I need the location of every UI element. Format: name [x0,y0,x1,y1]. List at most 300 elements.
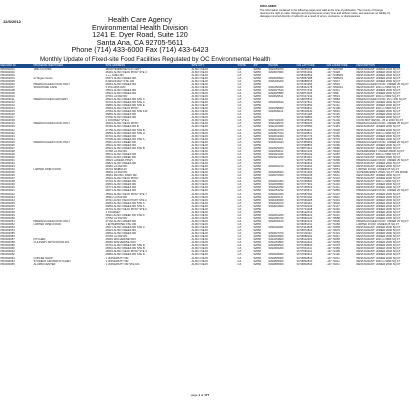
table-cell: -117.71532 [326,101,340,105]
table-cell: -117.70418 [326,128,340,132]
table-cell: 92656 [253,244,261,248]
table-cell: PR0000053 [0,226,15,230]
table-cell: 26401 ALISO VIEJO PKWY STE C [105,70,148,74]
table-cell: RESTAURANT: UNDER 2000 SQ.FT [356,192,401,196]
table-cell: FOOD MKT RETAIL: 25 to 2000 SQ.FT [356,119,404,123]
table-cell: PR0000008 [0,88,15,92]
table-cell: -117.70715 [326,137,340,141]
table-cell: ALISO VIEJO [191,125,208,129]
table-cell: 9493600200 [268,247,284,251]
table-cell: PR0000040 [0,186,15,190]
table-cell: CA [237,210,242,214]
table-cell: -117.72420 [326,207,340,211]
table-cell: RESTAURANT: UNDER 2000 SQ.FT [356,146,401,150]
table-cell: 92656 [253,232,261,236]
table-cell: ALISO VIEJO [191,259,208,263]
table-cell: 4B ENTERPRISE FLR 1 ENT [105,67,141,71]
table-cell: 33.56802810 [296,256,313,260]
table-cell: RESTAURANT: UNDER 2000 SQ.FT [356,125,401,129]
table-cell: 33.56125510 [296,119,313,123]
table-cell: PR0000015 [0,110,15,114]
table-cell: 92656 [253,79,261,83]
table-cell: 33.57194401 [296,165,313,169]
table-cell: PR0000007 [0,85,15,89]
table-cell: -117.70601 [326,110,340,114]
table-cell: 27091 LA PAZ RD [105,235,128,239]
table-cell: ALISO VIEJO [191,174,208,178]
table-cell: 92656 [253,122,261,126]
table-cell: 9493629310 [268,201,284,205]
table-cell: ALISO VIEJO [191,149,208,153]
table-cell: PR0000050 [0,216,15,220]
table-cell: CA [237,131,242,135]
table-cell: -117.72504 [326,82,340,86]
table-cell: CA [237,88,242,92]
table-cell: 9496076300 [268,174,284,178]
table-cell: 26501 ALISO CREEK RD STE B [105,247,145,251]
table-cell: PR0000005 [0,79,15,83]
table-cell: ALISO VIEJO [191,70,208,74]
table-cell: 9494258900 [268,107,284,111]
table-cell: -117.71331 [326,232,340,236]
table-cell: 92656 [253,219,261,223]
table-cell: 33.57331900 [296,171,313,175]
table-cell: 33.57092813 [296,162,313,166]
table-cell: ALISO VIEJO [191,232,208,236]
table-cell: CA [237,213,242,217]
table-cell: -117.72311 [326,88,340,92]
table-cell: ALISO VIEJO [191,216,208,220]
table-cell: 26541 ALISO CREEK RD [105,143,137,147]
table-cell: RESTAURANT: UNDER 2000 SQ.FT [356,143,401,147]
table-cell: CA [237,204,242,208]
table-cell: PR0000026 [0,143,15,147]
table-cell: SUPERMARKET: UNDER 25000 SQ.FT [356,149,405,153]
table-cell: -117.70911 [326,195,340,199]
table-cell: RESTAURANT: UNDER 2000 SQ.FT [356,241,401,245]
table-cell: RESTAURANT: UNDER 2000 SQ.FT [356,210,401,214]
table-cell: 26611 ALISO CREEK RD [105,140,136,144]
table-cell: -117.72402 [326,140,340,144]
table-cell: 33.57557002 [296,192,313,196]
table-cell: 1BIG FLOORS [33,67,52,71]
table-cell: CA [237,259,242,263]
table-cell: CA [237,177,242,181]
table-cell: -117.72109 [326,122,340,126]
table-cell: 92656 [253,180,261,184]
table-cell: 26921 ALISO CREEK RD [105,91,137,95]
table-cell: 92656 [253,226,261,230]
table-cell: RESTAURANT: 2001 to 5999 SQ.FT [356,131,401,135]
table-cell: 33.57077301 [296,183,313,187]
table-cell: 92656 [253,116,261,120]
table-cell: CULINARY ARTS ROOM 401 [33,241,70,245]
table-cell: 92656 [253,192,261,196]
table-cell: PREPACKAGED FOOD: UNDER 25 SQ.FT [356,159,409,162]
table-cell: 26881 ALISO CREEK RD [105,113,137,117]
table-cell: 92656 [253,222,261,226]
table-cell: 26701 ALISO CREEK RD STE D [105,244,145,248]
table-cell: CA [237,256,242,260]
disclaimer-text: The information contained in the following pages was valid at the time of publication. The County of Orange reserves the right to make changes and improvements at any time and without notice, and assumes no liability for damages incurred directly or indirectly as a result of errors, omissions, or discrepancies. [260,8,391,18]
table-cell: ALISO VIEJO [191,262,208,266]
table-cell: 92656 [253,207,261,211]
table-cell: RESTAURANT: UNDER 2000 SQ.FT [356,134,401,138]
table-cell: 33.56802810 [296,262,313,266]
table-cell: ALISO VIEJO [191,186,208,190]
table-cell: RESTAURANT: UNDER 2000 SQ.FT [356,76,401,80]
table-cell: PR0000028 [0,149,15,153]
table-cell: CA [237,226,242,230]
column-header: PHONE [268,64,296,68]
table-cell: -117.72651 [326,168,340,172]
table-cell: 33.57560811 [296,107,312,111]
table-cell: PR0000014 [0,107,15,111]
table-cell: -117.71682 [326,134,340,138]
table-cell: 33.57601411 [296,247,312,251]
table-cell: RESTAURANT: UNDER 2000 SQ.FT [356,253,401,257]
table-cell: 26741 ALISO CREEK RD STE C [105,101,145,105]
table-cell: -117.72110 [326,177,340,181]
table-cell: PR0000020 [0,125,15,129]
table-cell: CA [237,146,242,150]
table-cell: CA [237,67,242,71]
table-cell: -117.71202 [326,119,340,123]
table-cell: -117.70531 [326,95,340,99]
table-cell: PR0000048 [0,210,15,214]
table-cell: 9493627540 [268,88,284,92]
table-cell: 1 JOURNEY [105,210,121,214]
table-cell: 33.57559901 [296,177,313,181]
table-cell: 9493627444 [268,131,284,135]
table-cell: 26921 ALISO CREEK RD STE B [105,146,145,150]
table-cell: 33.57484110 [296,155,312,159]
table-cell: ALISO VIEJO [191,247,208,251]
table-cell: PR0000023 [0,134,15,138]
table-cell: PR0000002 [0,70,15,74]
table-cell: -117.71899 [326,159,340,162]
table-cell: 9496430200 [268,79,284,83]
table-cell: -117.7107018 [326,67,343,71]
table-cell: ALISO VIEJO [191,91,208,95]
table-cell: -117.73211 [326,259,340,263]
table-cell: CA [237,262,242,266]
table-cell: -117.70950 [326,171,340,175]
table-cell: 92656 [253,165,261,169]
table-cell: PR0000046 [0,204,15,208]
report-date: 12/3/2012 [3,19,21,24]
table-cell: 9497140180 [268,119,284,123]
table-cell: 33.57301774 [296,134,313,138]
table-cell: PREPACKAGED FOOD: UNDER 25 SQ.FT [356,140,409,144]
table-cell: PR0000034 [0,168,15,172]
table-cell: 27102 ALISO CREEK RD [105,219,137,223]
table-cell: PREPACKAGED FOOD ONLY [33,82,71,86]
table-cell: CA [237,186,242,190]
phone-fax: Phone (714) 433-6000 Fax (714) 433-6423 [71,45,209,54]
table-cell: ALISO VIEJO [191,140,208,144]
table-cell: RESTAURANT: 2001 to 5999 SQ.FT [356,152,401,156]
table-cell: ALISO VIEJO [191,219,208,223]
table-cell: 33.57577444 [296,88,313,92]
table-cell: ALISO VIEJO [191,122,208,126]
table-cell: 92656 [253,152,261,156]
table-cell: -117.73211 [326,256,340,260]
table-cell: LIMITED FOOD: UNDER 25 SQ.FT [356,222,400,226]
table-cell: -117.70752 [326,116,340,120]
table-cell: CA [237,122,242,126]
table-cell: CA [237,244,242,248]
table-cell: 9493609110 [268,110,284,114]
table-cell: -117.71137 [326,204,340,208]
table-cell: CA [237,241,242,245]
table-cell: CA [237,73,242,77]
table-cell: -117.70411 [326,235,340,239]
page-footer [0,393,400,397]
table-cell: 27000 ALISO CREEK RD [105,116,137,120]
table-cell: 26681 WOLVERINE WAY [105,238,137,242]
column-header: GIS LATITUDE [296,64,326,68]
table-cell: ALISO VIEJO [191,204,208,208]
table-cell: RESTAURANT: UNDER 2000 SQ.FT [356,244,401,248]
table-cell: PREPACKAGED FOOD: 25 to 300 SQ.FT [356,98,407,102]
table-cell: 92656 [253,140,261,144]
table-cell: 26661 ALISO CREEK RD [105,82,137,86]
table-cell: 26531 ALISO CREEK RD [105,88,137,92]
table-cell: 9493620210 [268,165,284,169]
table-cell: -117.71948 [326,70,340,74]
table-cell: ALISO VIEJO [191,207,208,211]
column-header: PROGRAM IDENTIFIER [33,64,105,68]
table-cell: -117.71011 [326,213,340,217]
table-cell: ALISO VIEJO [191,137,208,141]
table-cell: 92656 [253,137,261,141]
table-cell: -117.71139 [326,113,340,117]
facilities-table [0,64,409,266]
table-cell: ALISO VIEJO [191,88,208,92]
table-cell: 9493601000 [268,192,284,196]
table-cell: 33.58102201 [296,241,313,245]
table-cell: PREPACKAGED FOOD ONLY [33,122,71,126]
table-cell: 92656 [253,210,261,214]
table-cell: 92656 [253,82,261,86]
table-cell: 26681 WOLVERINE WAY [105,241,137,245]
table-cell: 33.57558420 [296,122,313,126]
table-cell: ALISO VIEJO [191,119,208,123]
column-header: SITE ADDRESS [105,64,191,68]
table-cell: RESTAURANT: UNDER 2000 SQ.FT [356,91,401,95]
table-cell: 92656 [253,189,261,193]
table-cell: PR0000032 [0,162,15,166]
table-cell: 33.57030911 [296,253,312,257]
table-cell: PR0000004 [0,76,15,80]
table-cell: 33.57344508 [296,226,313,230]
table-cell: 33.56728802 [296,116,313,120]
table-cell: ALISO VIEJO [191,241,208,245]
table-cell: ALUMNI CENTER [33,262,56,266]
table-cell: PR0000047 [0,207,15,211]
table-cell: -117.71680 [326,180,340,184]
table-cell: CA [237,101,242,105]
table-cell: 92656 [253,241,261,245]
table-cell: 9493601300 [268,180,284,184]
table-cell: 26911 ALISO CREEK RD STE D [105,213,145,217]
table-cell: PR0000054 [0,229,15,233]
table-cell: RESTAURANT: UNDER 2000 SQ.FT [356,186,401,190]
table-cell: 92656 [253,101,261,105]
table-cell: RESTAURANT: UNDER 2000 SQ.FT [356,204,401,208]
table-cell: 9496432001 [268,226,284,230]
table-cell: RESTAURANT: UNDER 2000 SQ.FT [356,67,401,71]
table-cell: -117.70979 [326,229,340,233]
table-cell: 3 POLARIS WAY [105,85,126,89]
table-cell: 33.56122010 [296,210,313,214]
table-cell: ALISO VIEJO [191,192,208,196]
table-cell: PR0000062 [0,253,15,257]
table-cell: -117.72106 [326,250,340,254]
table-cell: 92656 [253,247,261,251]
table-cell: CA [237,168,242,172]
table-cell: ALISO VIEJO [191,146,208,150]
table-cell: 9493632020 [268,140,284,144]
table-cell: CA [237,229,242,233]
table-cell: ALISO VIEJO [191,229,208,233]
table-cell: 92656 [253,95,261,99]
table-cell: PR0000006 [0,82,15,86]
table-cell: PR0000049 [0,213,15,217]
division-name: Environmental Health Division [92,22,188,32]
table-cell: CA [237,152,242,156]
table-cell: ALISO VIEJO [191,107,208,111]
table-cell: ALISO VIEJO [191,128,208,132]
table-cell: 92656 [253,155,261,159]
table-cell: CA [237,137,242,141]
table-cell: 33.57485902 [296,140,313,144]
table-cell: RESTAURANT: UNDER 2000 SQ.FT [356,201,401,205]
table-cell: -117.72050 [326,238,340,242]
table-cell: 26881 ALISO CREEK RD STE A [105,204,145,208]
table-cell: 9494456300 [268,85,284,89]
table-cell: CA [237,91,242,95]
table-cell: ALISO VIEJO [191,159,208,162]
table-cell: PR0000065 [0,262,15,266]
column-header: SITE CITY [191,64,237,68]
table-cell: 33.57111910 [296,232,312,236]
table-cell: 26701 ALISO CREEK RD [105,134,137,138]
table-cell: 9494805000 [268,262,284,266]
table-cell: 92656 [253,229,261,233]
table-cell: ALISO VIEJO [191,226,208,230]
table-cell: ALISO VIEJO [191,235,208,239]
table-cell: 92656 [253,146,261,150]
table-cell: CA [237,143,242,147]
street-address: 1241 E. Dyer Road, Suite 120 [92,30,188,39]
table-cell: 92656 [253,143,261,147]
table-cell: -117.71141 [326,104,340,108]
table-cell: 9493604900 [268,235,284,239]
table-cell: 33.57298810 [296,244,313,248]
table-cell: 26981 LA PAZ RD [105,165,128,169]
table-cell: 92656 [253,76,261,80]
table-cell: 26921 ALISO CREEK RD [105,229,137,233]
table-cell: ALISO VIEJO [191,82,208,86]
table-cell: 92656 [253,168,261,172]
table-cell: 26701 ALISO CREEK RD [105,180,137,184]
table-cell: PR0000052 [0,222,15,226]
table-cell: PR0000059 [0,244,15,248]
table-cell: -117.72502 [326,201,340,205]
column-header: GIS LONGITUDE [326,64,356,68]
table-cell: 27250 LA PAZ RD [105,149,128,153]
table-cell: 27156 ALISO CREEK RD STE B [105,128,145,132]
table-cell: 33.58088015 [296,79,313,83]
table-cell: ALISO VIEJO [191,256,208,260]
table-cell: -117.7248963 [326,73,343,77]
table-cell: 9493607900 [268,70,284,74]
table-cell: -117.73211 [326,262,340,266]
table-cell: 9493605520 [268,244,284,248]
table-cell: -117.71381 [326,125,340,129]
table-cell: ALISO VIEJO [191,213,208,217]
table-cell: PREPACKAGED GROCERY [33,98,69,102]
table-cell: RESTAURANT: UNDER 2000 SQ.FT [356,229,401,233]
table-cell: 9493628000 [268,171,284,175]
of-label: of [200,393,204,397]
table-cell: 92656 [253,216,261,220]
table-cell: -117.70980 [326,146,340,150]
table-cell: 9493629511 [268,95,284,99]
column-header: ZIP [253,64,268,68]
table-cell: 9494805000 [268,256,284,260]
table-cell: 92656 [253,256,261,260]
table-cell: PR0000036 [0,174,15,178]
table-cell: 1 UNIVERSITY DR [105,259,129,263]
table-cell: CA [237,128,242,132]
table-cell: 9493601700 [268,128,284,132]
disclaimer [260,5,392,18]
table-cell: ALISO VIEJO [191,195,208,199]
city-state-zip: Santa Ana, CA 92705-5611 [96,37,184,47]
table-cell: 26661 ALISO CREEK RD STE C [105,201,145,205]
table-cell: ALISO VIEJO [191,113,208,117]
table-cell: RESTAURANT: UNDER 2000 SQ.FT [356,155,401,159]
table-cell: 33.56872810 [296,229,313,233]
table-cell: RESTAURANT: UNDER 2000 SQ.FT [356,177,401,181]
table-cell: 92656 [253,213,261,217]
table-cell: -117.71200 [326,210,340,214]
table-cell: 92656 [253,70,261,74]
table-cell: 33.56890401 [296,213,313,217]
table-cell: 9492431000 [268,125,284,129]
table-cell: 26901 ALISO VIEJO PKWY [105,177,139,181]
table-cell: -117.70222 [326,149,340,153]
table-cell: 92656 [253,104,261,108]
column-header: DESCRIPTION [356,64,400,68]
table-cell: 26701 SIMBOLIN [105,168,127,172]
table-cell: 92656 [253,235,261,239]
table-cell: 33.56990120 [296,216,313,220]
table-cell: CA [237,110,242,114]
table-cell: -117.71068 [326,222,340,226]
table-cell: ALISO VIEJO [191,95,208,99]
table-cell: LIMITED OPEN FOOD [33,168,61,172]
table-cell: PR0000027 [0,146,15,150]
table-cell: 33.57047132 [296,95,313,99]
table-cell: CA [237,116,242,120]
table-cell: CA [237,207,242,211]
table-cell: CA [237,155,242,159]
table-cell: PR0000019 [0,122,15,126]
